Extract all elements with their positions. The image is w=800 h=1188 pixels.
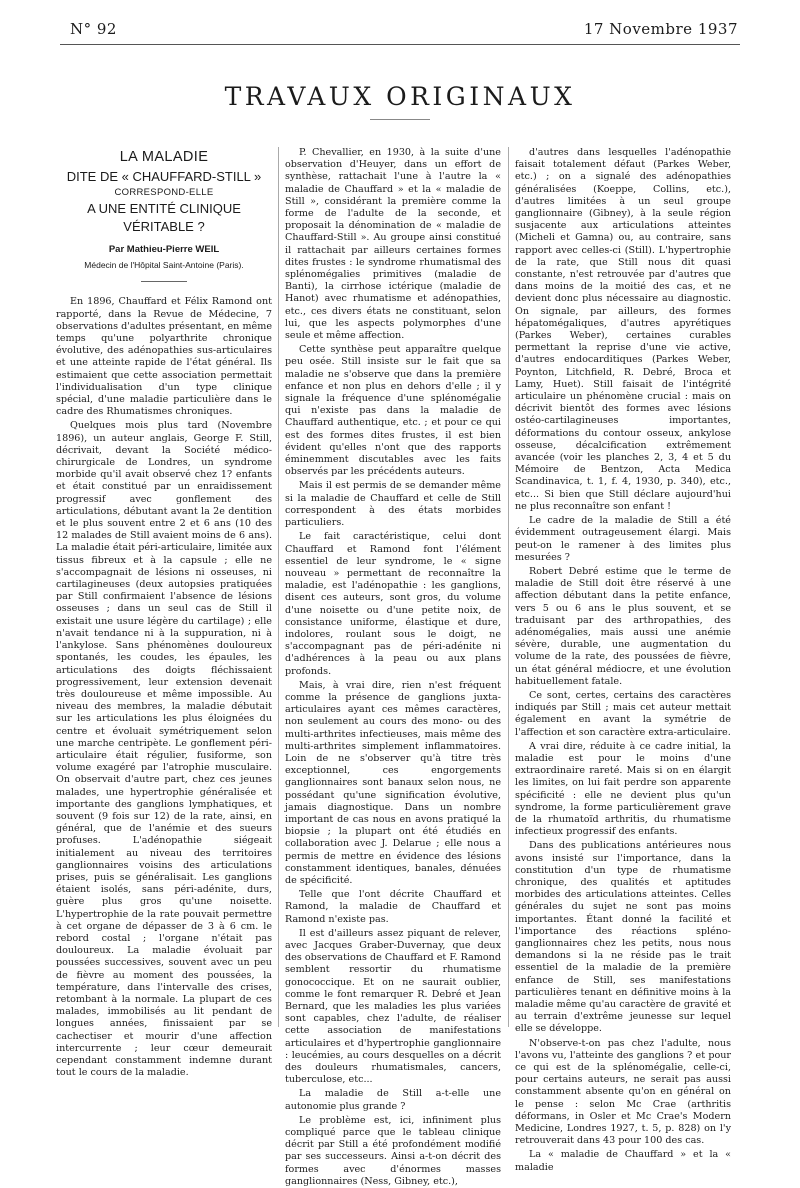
- paragraph: Robert Debré estime que le terme de maladie de Still doit être réservé à une affection débutant dans la petite enfance, vers 5 ou 6 ans le plus souvent, et se traduisant par des arthropathies, des adénomégalies, mais aussi une anémie sévère, durable, une augmentation du volume de la rate, des poussées de fièvre, un état général médiocre, et une évolution habituellement fatale.: [515, 565, 731, 687]
- column-divider: [508, 147, 509, 1027]
- paragraph: Ce sont, certes, certains des caractères indiqués par Still ; mais cet auteur mettait également en avant la symétrie de l'affection et son caractère extra-articulaire.: [515, 689, 731, 738]
- page-number: N° 92: [70, 20, 117, 38]
- section-title: TRAVAUX ORIGINAUX: [224, 82, 576, 111]
- paragraph: A vrai dire, réduite à ce cadre initial, la maladie est pour le moins d'une extraordinaire rareté. Mais si on en élargit les limites, on lui fait perdre son apparente spécificité : elle ne devient plus qu'un syndrome, la forme particulièrement grave de la rhumatoïd arthritis, du rhumatisme infectieux progressif des enfants.: [515, 740, 731, 838]
- paragraph: Le cadre de la maladie de Still a été évidemment outrageusement élargi. Mais peut-on le ramener à des limites plus mesurées ?: [515, 515, 731, 563]
- column-divider: [278, 147, 279, 1027]
- article-title: [56, 147, 272, 282]
- article-author: Par Mathieu-Pierre WEIL: [108, 244, 220, 255]
- column-paragraphs: [285, 147, 501, 1188]
- article-title-line: A UNE ENTITÉ CLINIQUE: [87, 201, 241, 216]
- paragraph: N'observe-t-on pas chez l'adulte, nous l'avons vu, l'atteinte des ganglions ? et pour ce qui est de la splénomégalie, celle-ci, pour certains auteurs, ne serait pas aussi constamment absente qu'on en général on le pense : selon Mc Crae (arthritis déformans, in Osler et Mc Crae's Modern Medicine, Londres 1927, t. 5, p. 828) on l'y retrouverait dans 43 pour 100 des cas.: [515, 1037, 731, 1147]
- text-column-2: [285, 147, 501, 1187]
- column-paragraphs: [56, 296, 272, 1079]
- paragraph: Mais il est permis de se demander même si la maladie de Chauffard et celle de Still correspondent à des états morbides particuliers.: [285, 480, 501, 529]
- section-title-rule: [370, 119, 430, 120]
- paragraph: P. Chevallier, en 1930, à la suite d'une observation d'Heuyer, dans un effort de synthèse, rattachait l'une à l'autre la « maladie de Chauffard » et la « maladie de Still », considérant la première comme la forme de l'adulte de la seconde, et proposait la dénomination de « maladie de Chauffard-Still ». Au groupe ainsi constitué il rattachait par ailleurs certaines formes dites frustes : le syndrome rhumatismal des splénomégalies primitives (maladie de Banti), la cirrhose ictérique (maladie de Hanot) avec rhumatisme et adénopathies, etc., ces divers états ne constituant, selon lui, que les aspects polymorphes d'une seule et même affection.: [285, 147, 501, 342]
- paragraph: La « maladie de Chauffard » et la « maladie: [515, 1149, 731, 1173]
- text-column-1: [56, 147, 272, 1079]
- column-paragraphs: [515, 147, 731, 1174]
- text-column-3: [515, 147, 731, 1173]
- paragraph: En 1896, Chauffard et Félix Ramond ont rapporté, dans la Revue de Médecine, 7 observations d'adultes présentant, en même temps qu'une polyarthrite chronique évolutive, des adénopathies sus-articulaires et une atteinte rapide de l'état général. Ils estimaient que cette association permettait l'individualisation d'un type clinique spécial, d'une maladie particulière dans le cadre des Rhumatismes chroniques.: [56, 296, 272, 418]
- title-rule: [141, 281, 187, 282]
- author-affiliation: Médecin de l'Hôpital Saint-Antoine (Paris).: [84, 260, 244, 271]
- paragraph: Le fait caractéristique, celui dont Chauffard et Ramond font l'élément essentiel de leur syndrome, le « signe nouveau » permettant de reconnaître la maladie, est l'adénopathie : les ganglions, disent ces auteurs, sont gros, du volume d'une noisette ou d'une petite noix, de consistance uniforme, élastique et dure, indolores, roulant sous le doigt, ne s'accompagnant pas de péri-adénite ni d'adhérences à la peau ou aux plans profonds.: [285, 531, 501, 677]
- paragraph: Quelques mois plus tard (Novembre 1896), un auteur anglais, George F. Still, décrivait, devant la Société médico-chirurgicale de Londres, un syndrome morbide qu'il avait observé chez 1? enfants et était constitué par un enraidissement progressif avec gonflement des articulations, débutant avant la 2e dentition et le plus souvent entre 2 et 6 ans (10 des 12 malades de Still avaient moins de 6 ans). La maladie était péri-articulaire, limitée aux tissus fibreux et à la capsule ; elle ne s'accompagnait de lésions ni osseuses, ni cartilagineuses (deux autopsies pratiquées par Still confirmaient l'absence de lésions osseuses ; dans un seul cas de Still il existait une usure légère du cartilage) ; elle n'avait tendance ni à la suppuration, ni à l'ankylose. Sans phénomènes douloureux spontanés, les coudes, les épaules, les articulations des doigts fléchissaient progressivement, leur extension devenait très douloureuse et même impossible. Au niveau des membres, la maladie débutait sur les articulations les plus éloignées du centre et évoluait symétriquement selon une marche centripète. Le gonflement péri-articulaire était régulier, fusiforme, son volume exagéré par l'atrophie musculaire. On observait d'autre part, chez ces jeunes malades, une hypertrophie généralisée et importante des ganglions lymphatiques, et souvent (9 fois sur 12) de la rate, ainsi, en général, que de l'anémie et des sueurs profuses. L'adénopathie siégeait initialement au niveau des territoires ganglionnaires voisins des articulations prises, puis se généralisait. Les ganglions étaient isolés, sans péri-adénite, durs, guère plus gros qu'une noisette. L'hypertrophie de la rate pouvait permettre à cet organe de dépasser de 3 à 6 cm. le rebord costal ; l'organe n'était pas douloureux. La maladie évoluait par poussées successives, souvent avec un peu de fièvre au moment des poussées, la température, dans l'intervalle des crises, retombant à la normale. La plupart de ces malades, immobilisés au lit pendant de longues années, finissaient par se cachectiser et mourir d'une affection intercurrente ; leur cœur demeurait cependant constamment indemne durant tout le cours de la maladie.: [56, 420, 272, 1079]
- paragraph: Mais, à vrai dire, rien n'est fréquent comme la présence de ganglions juxta-articulaires ayant ces mêmes caractères, non seulement au cours des mono- ou des multi-arthrites infectieuses, mais même des multi-arthrites simplement inflammatoires. Loin de ne s'observer qu'à titre très exceptionnel, ces engorgements ganglionnaires sont banaux selon nous, ne possédant qu'une signification évolutive, jamais diagnostique. Dans un nombre important de cas nous en avons pratiqué la biopsie ; la plupart ont été étudiés en collaboration avec J. Delarue ; elle nous a permis de mettre en évidence des lésions constamment identiques, banales, dénuées de spécificité.: [285, 679, 501, 886]
- paragraph: Telle que l'ont décrite Chauffard et Ramond, la maladie de Chauffard et Ramond n'existe pas.: [285, 889, 501, 925]
- paragraph: Le problème est, ici, infiniment plus compliqué parce que le tableau clinique décrit par Still a été profondément modifié par ses successeurs. Ainsi a-t-on décrit des formes avec d'énormes masses ganglionnaires (Ness, Gibney, etc.),: [285, 1114, 501, 1187]
- header-rule: [60, 44, 740, 45]
- issue-date: 17 Novembre 1937: [583, 20, 738, 38]
- paragraph: d'autres dans lesquelles l'adénopathie faisait totalement défaut (Parkes Weber, etc.) ; on a signalé des adénopathies généralisées (Koeppe, Collins, etc.), d'autres limitées à un seul groupe ganglionnaire (Gibney), à la seule région susjacente aux articulations atteintes (Micheli et Gamna) ou, au contraire, sans rapport avec celles-ci (Still). L'hypertrophie de la rate, que Still nous dit quasi constante, n'est retrouvée par d'autres que dans moins de la moitié des cas, et ne devient donc plus nécessaire au diagnostic. On signale, par ailleurs, des formes hépatomégaliques, d'autres apyrétiques (Parkes Weber), certaines curables permettant la reprise d'une vie active, d'autres endocarditiques (Parkes Weber, Poynton, Litchfield, R. Debré, Broca et Lamy, Huet). Still faisait de l'intégrité articulaire un phénomène crucial : mais on décrivit bientôt des formes avec lésions ostéo-cartilagineuses importantes, déformations du contour osseux, ankylose osseuse, décalcification extrêmement avancée (voir les planches 2, 3, 4 et 5 du Mémoire de Bentzon, Acta Medica Scandinavica, t. 1, f. 4, 1930, p. 340), etc., etc... Si bien que Still déclare aujourd'hui ne plus reconnaître son enfant !: [515, 147, 731, 512]
- paragraph: Dans des publications antérieures nous avons insisté sur l'importance, dans la constitution d'un type de rhumatisme chronique, des qualités et aptitudes morbides des articulations atteintes. Celles générales du sujet ne sont pas moins importantes. Étant donné la facilité et l'importance des réactions spléno-ganglionnaires chez les petits, nous nous demandons si la ne réside pas le trait essentiel de la maladie de la première enfance de Still, ses manifestations particulières tenant en définitive moins à la maladie même qu'au caractère de gravité et au terrain d'extrême jeunesse sur lequel elle se développe.: [515, 840, 731, 1035]
- paragraph: Cette synthèse peut apparaître quelque peu osée. Still insiste sur le fait que sa maladie ne s'observe que dans la première enfance et non plus en dehors d'elle ; il y signale la fréquence d'une splénomégalie qui n'existe pas dans la maladie de Chauffard authentique, etc. ; et pour ce qui est des formes dites frustes, il est bien évident qu'elles n'ont que des rapports éminemment discutables avec les faits observés par les précédents auteurs.: [285, 344, 501, 478]
- article-title-line: DITE DE « CHAUFFARD-STILL »: [66, 169, 262, 184]
- paragraph: La maladie de Still a-t-elle une autonomie plus grande ?: [285, 1088, 501, 1112]
- page-header: [70, 20, 738, 42]
- article-title-line: CORRESPOND-ELLE: [114, 187, 214, 198]
- article-title-line: LA MALADIE: [119, 149, 209, 165]
- paragraph: Il est d'ailleurs assez piquant de relever, avec Jacques Graber-Duvernay, que deux des observations de Chauffard et F. Ramond semblent ressortir du rhumatisme gonococcique. Et on ne saurait oublier, comme le font remarquer R. Debré et Jean Bernard, que les maladies les plus variées sont capables, chez l'adulte, de réaliser cette association de manifestations articulaires et d'hypertrophie ganglionnaire : leucémies, au cours desquelles on a décrit des douleurs rhumatismales, cancers, tuberculose, etc...: [285, 927, 501, 1086]
- article-title-line: VÉRITABLE ?: [123, 219, 205, 234]
